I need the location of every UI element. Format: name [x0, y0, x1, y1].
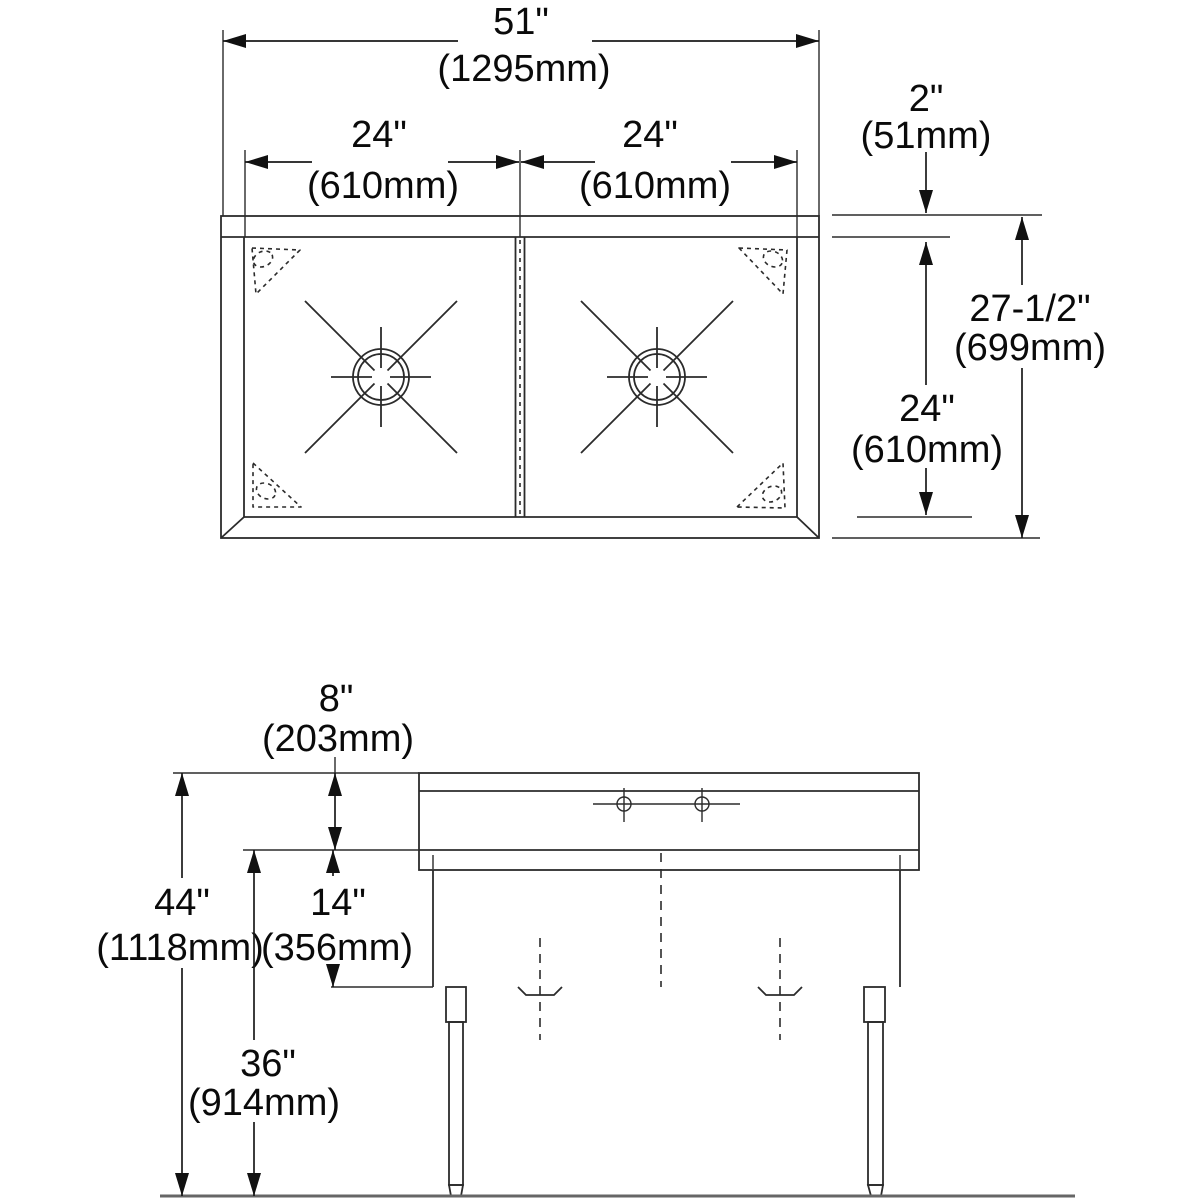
corner-gusset-top-left [251, 248, 300, 294]
dim-compartment-front-to-back [851, 242, 1003, 515]
right-side-reference-lines [832, 215, 1042, 538]
front-apron-sides [433, 870, 900, 987]
left-drain-symbol [305, 301, 457, 453]
compartment-depth-metric-label: (610mm) [850, 429, 1004, 471]
backsplash-depth-metric-label: (51mm) [860, 115, 992, 157]
compartment-height-metric-label: (356mm) [260, 927, 414, 969]
dim-right-compartment-width [521, 114, 797, 237]
compartment-depth-inches-label: 24" [899, 388, 955, 430]
front-hidden-edges [433, 855, 900, 869]
front-drain-bosses [518, 987, 802, 995]
faucet-holes [593, 788, 740, 822]
right-compartment-inches-label: 24" [622, 114, 678, 156]
dim-backsplash-depth [861, 78, 992, 213]
corner-gusset-bottom-right [737, 463, 785, 508]
overall-height-inches-label: 44" [154, 882, 210, 924]
dim-compartment-height [261, 850, 413, 987]
dim-overall-front-to-back [954, 217, 1106, 538]
front-view [160, 773, 1075, 1196]
compartment-height-inches-label: 14" [310, 882, 366, 924]
dim-backsplash-height [262, 678, 414, 850]
dim-overall-height [96, 773, 264, 1196]
corner-gusset-top-right [739, 248, 787, 294]
overall-depth-metric-label: (699mm) [953, 327, 1107, 369]
front-drain-centerlines [540, 938, 780, 1040]
plan-front-bevels [221, 517, 819, 538]
backsplash-depth-inches-label: 2" [908, 78, 944, 120]
backsplash-height-inches-label: 8" [318, 678, 354, 720]
left-compartment-inches-label: 24" [351, 114, 407, 156]
dim-left-compartment-width [245, 114, 520, 237]
right-drain-symbol [581, 301, 733, 453]
front-left-leg [446, 987, 466, 1196]
corner-gusset-bottom-left [253, 463, 301, 507]
overall-width-inches-label: 51" [493, 1, 549, 43]
overall-depth-inches-label: 27-1/2" [969, 288, 1091, 330]
floor-to-rim-inches-label: 36" [240, 1043, 296, 1085]
plan-view [221, 216, 819, 538]
overall-height-metric-label: (1118mm) [96, 927, 264, 969]
floor-to-rim-metric-label: (914mm) [187, 1082, 341, 1124]
front-right-leg [864, 987, 885, 1196]
front-top-assembly [419, 773, 919, 870]
backsplash-height-metric-label: (203mm) [261, 718, 415, 760]
left-compartment-metric-label: (610mm) [306, 165, 460, 207]
overall-width-metric-label: (1295mm) [437, 48, 611, 90]
right-compartment-metric-label: (610mm) [578, 165, 732, 207]
